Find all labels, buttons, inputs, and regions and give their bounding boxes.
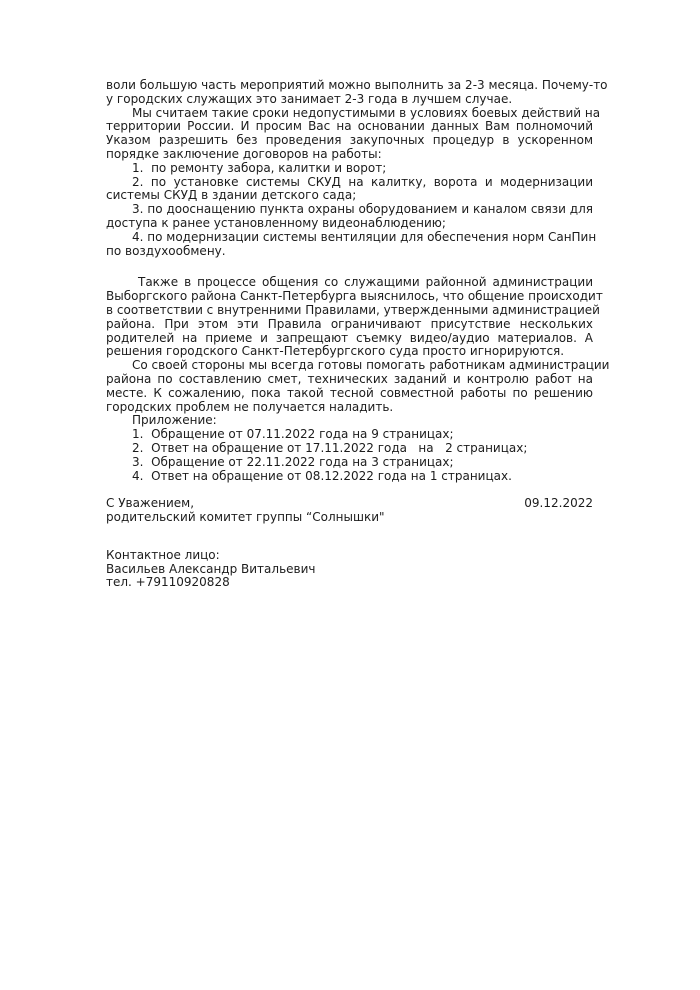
body-line: в соответствии с внутренними Правилами, утвержденными администрацией — [106, 302, 600, 317]
attachment-item: 4. Ответ на обращение от 08.12.2022 года на 1 страницах. — [132, 468, 512, 483]
signature-line: родительский комитет группы “Солнышки" — [106, 509, 385, 524]
attachment-item: 1. Обращение от 07.11.2022 года на 9 страницах; — [132, 427, 454, 442]
body-line: Выборгского района Санкт-Петербурга выяснилось, что общение происходит — [106, 289, 603, 304]
body-line: родителей на приеме и запрещают съемку видео/аудио материалов. А — [106, 330, 593, 345]
works-list-item-wrap: системы СКУД в здании детского сада; — [106, 188, 357, 203]
letter-text-column — [106, 78, 610, 590]
contact-label: Контактное лицо: — [106, 547, 220, 562]
body-line: района по составлению смет, технических заданий и контролю работ на — [106, 371, 593, 386]
paragraph-spacer — [106, 483, 593, 497]
works-list-item: 2. по установке системы СКУД на калитку, ворота и модернизации — [132, 174, 593, 189]
closing-row — [106, 497, 593, 511]
works-list-item-wrap: по воздухообмену. — [106, 243, 226, 258]
body-line: у городских служащих это занимает 2-3 года в лучшем случае. — [106, 91, 513, 106]
contact-name: Васильев Александр Витальевич — [106, 561, 316, 576]
body-line: Со своей стороны мы всегда готовы помогать работникам администрации — [132, 358, 610, 373]
attachment-item: 3. Обращение от 22.11.2022 года на 3 страницах; — [132, 454, 454, 469]
section-spacer — [106, 525, 593, 549]
closing-date: 09.12.2022 — [524, 496, 593, 511]
body-line: воли большую часть мероприятий можно выполнить за 2-3 месяца. Почему-то — [106, 78, 608, 92]
attachments-heading: Приложение: — [132, 413, 217, 428]
paragraph-spacer — [106, 258, 593, 276]
body-line: порядке заключение договоров на работы: — [106, 146, 382, 161]
body-line: территории России. И просим Вас на основании данных Вам полномочий — [106, 119, 593, 134]
works-list-item-wrap: доступа к ранее установленному видеонаблюдению; — [106, 215, 446, 230]
body-line: решения городского Санкт-Петербургского суда просто игнорируются. — [106, 344, 565, 359]
works-list-item: 4. по модернизации системы вентиляции для обеспечения норм СанПин — [132, 229, 597, 244]
body-line: Также в процессе общения со служащими районной администрации — [138, 275, 593, 290]
attachment-item: 2. Ответ на обращение от 17.11.2022 года на 2 страницах; — [132, 440, 528, 455]
closing-salutation: С Уважением, — [106, 496, 195, 511]
body-line: района. При этом эти Правила ограничивают присутствие нескольких — [106, 316, 593, 331]
body-line: месте. К сожалению, пока такой тесной совместной работы по решению — [106, 385, 593, 400]
body-line: городских проблем не получается наладить. — [106, 399, 394, 414]
works-list-item: 3. по дооснащению пункта охраны оборудованием и каналом связи для — [132, 202, 593, 217]
body-line: Указом разрешить без проведения закупочных процедур в ускоренном — [106, 133, 593, 148]
works-list-item: 1. по ремонту забора, калитки и ворот; — [132, 160, 387, 175]
body-line: Мы считаем такие сроки недопустимыми в условиях боевых действий на — [132, 105, 601, 120]
contact-phone: тел. +79110920828 — [106, 575, 230, 590]
